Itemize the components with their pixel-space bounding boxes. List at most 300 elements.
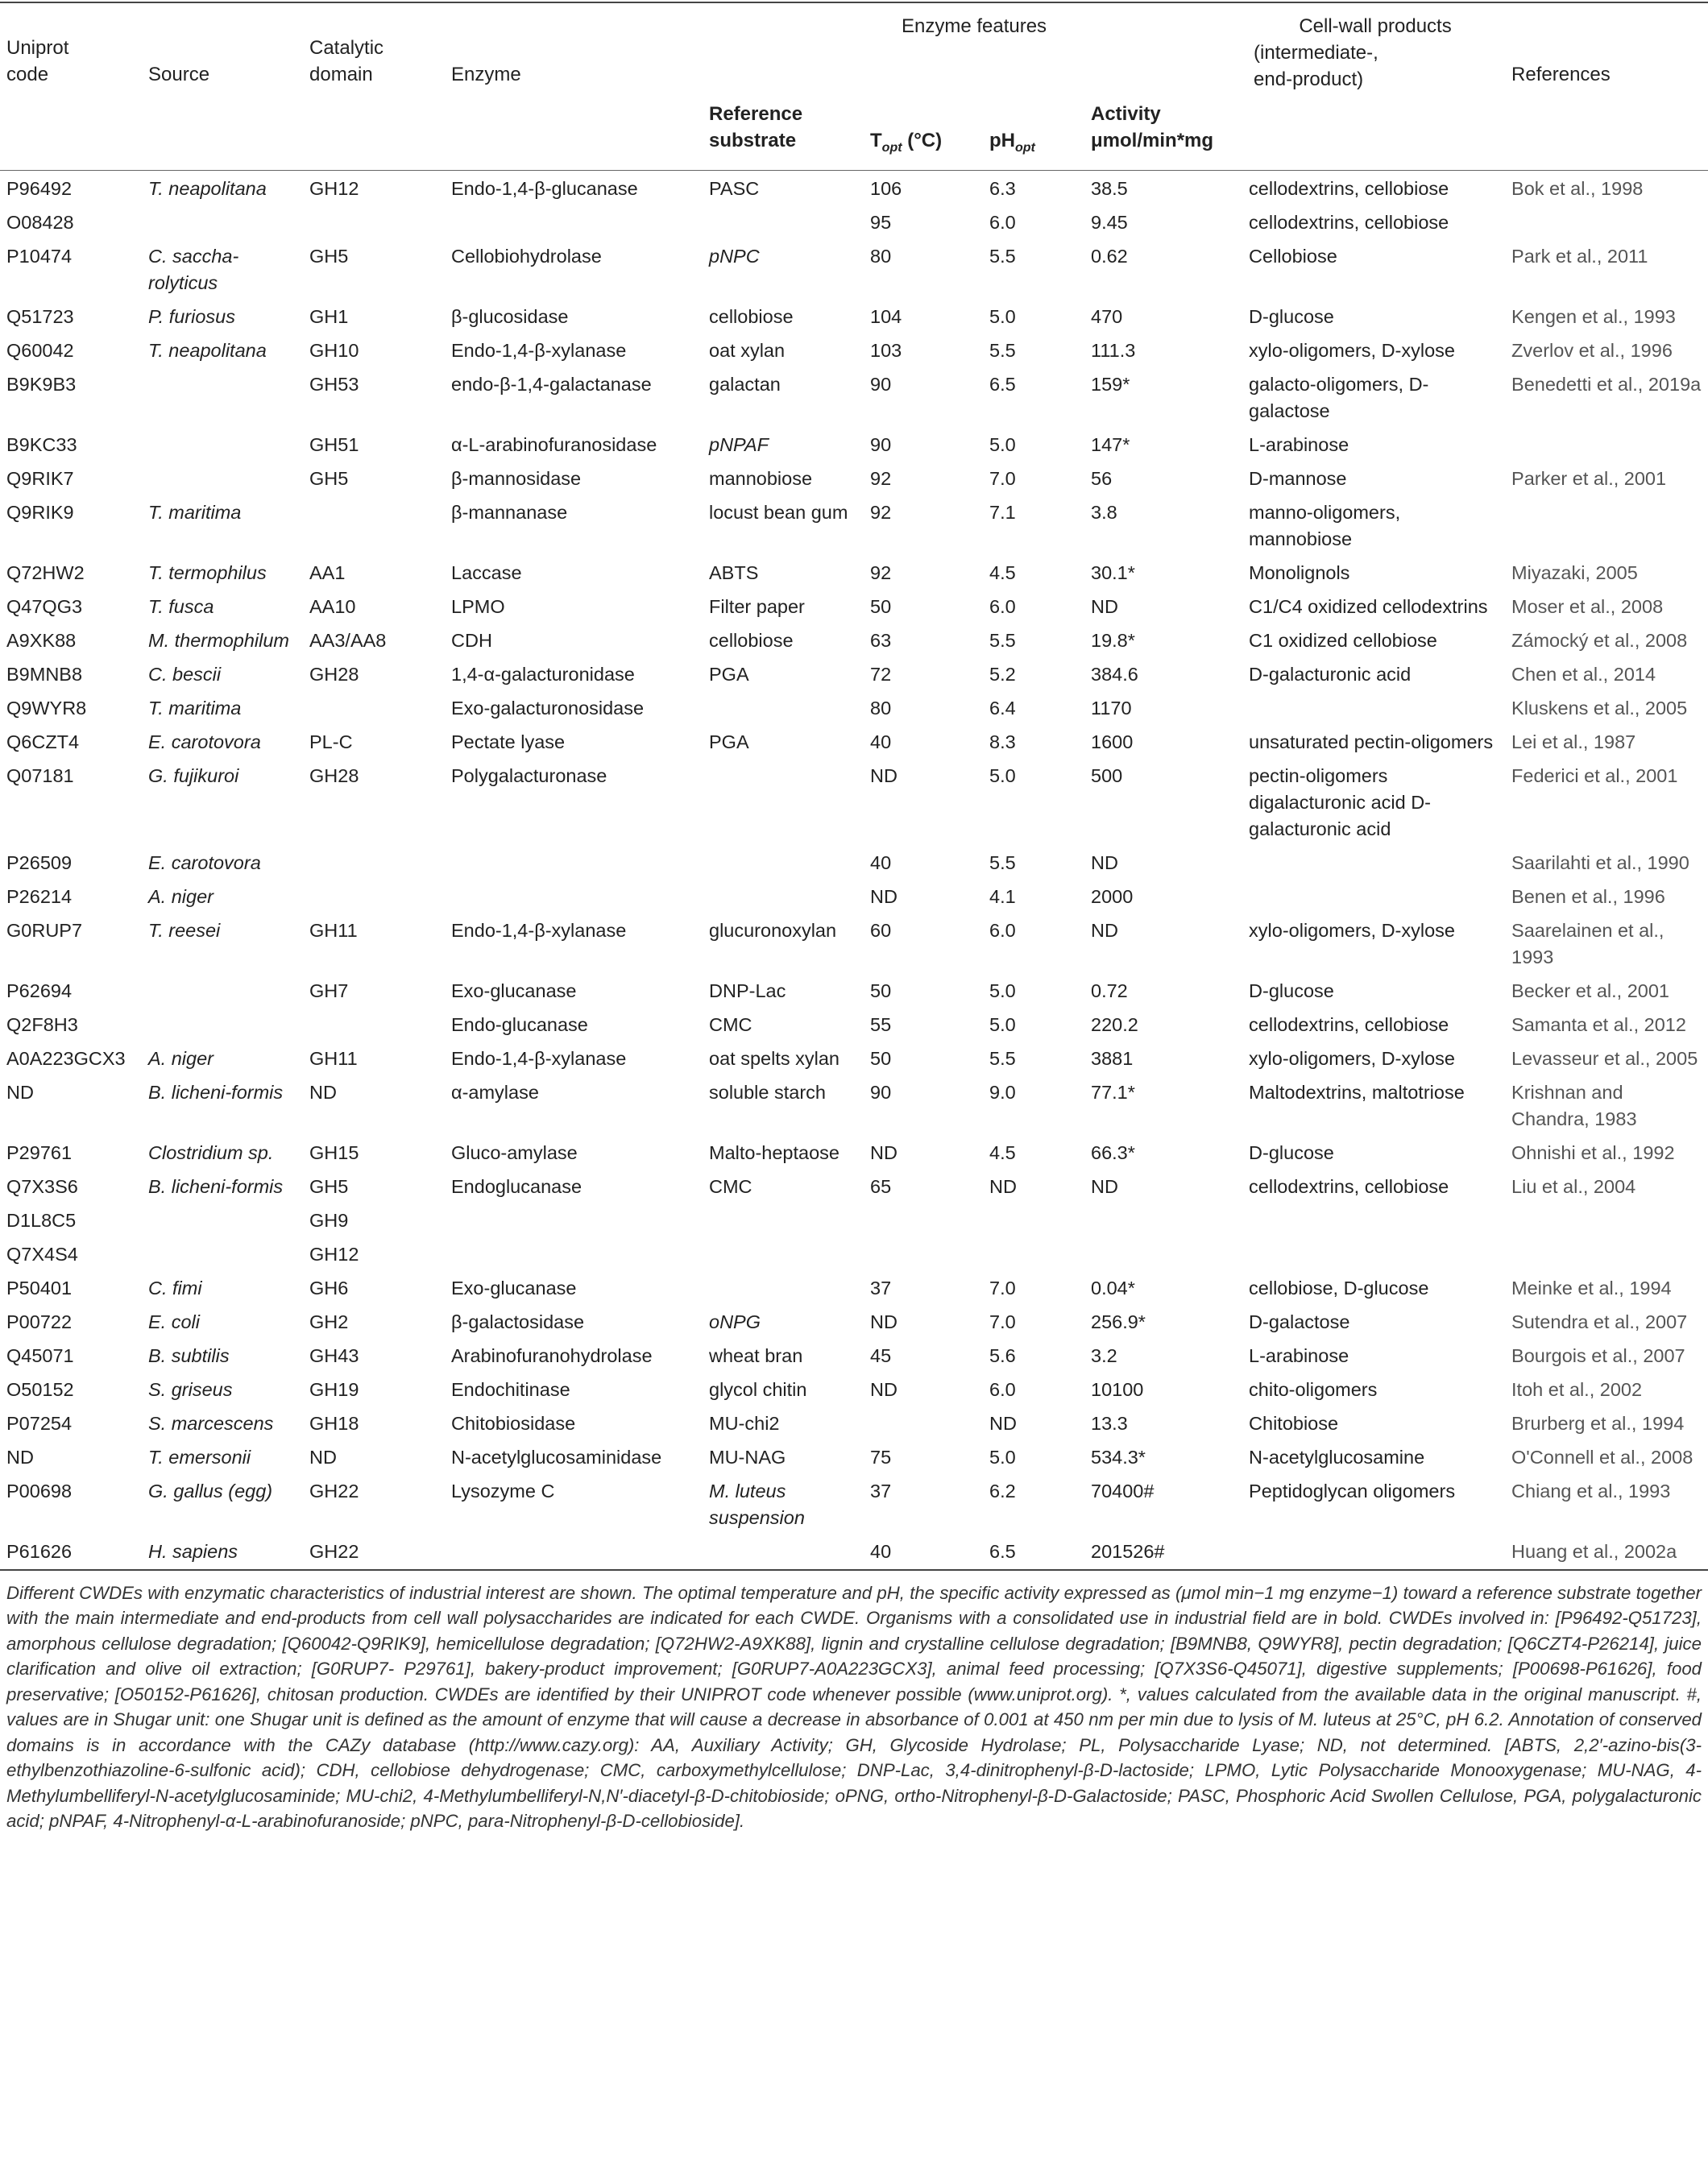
cell-products: chito-oligomers xyxy=(1249,1378,1378,1400)
cell-source: C. fimi xyxy=(148,1277,202,1299)
cell-topt: ND xyxy=(870,885,898,907)
cell-catalytic-domain: GH22 xyxy=(309,1540,359,1562)
cell-catalytic-domain: GH9 xyxy=(309,1209,349,1231)
cell-activity: 256.9* xyxy=(1091,1311,1146,1332)
cell-ph-opt: 5.5 xyxy=(989,1047,1016,1069)
cell-reference-substrate xyxy=(703,758,864,845)
cell-source xyxy=(142,367,303,427)
cell-source: C. bescii xyxy=(148,663,222,685)
cell-reference: Moser et al., 2008 xyxy=(1511,595,1664,617)
cell-catalytic-domain: GH10 xyxy=(309,339,359,361)
cell-ph-opt: 5.5 xyxy=(989,245,1016,267)
cell-enzyme xyxy=(445,845,703,879)
cell-uniprot-code: P00698 xyxy=(6,1480,73,1501)
cell-source: T. emersonii xyxy=(148,1446,251,1468)
cell-ph-opt: 6.2 xyxy=(989,1480,1016,1501)
cell-reference: O'Connell et al., 2008 xyxy=(1511,1446,1693,1468)
cell-topt: 40 xyxy=(870,731,892,752)
cell-activity: 77.1* xyxy=(1091,1081,1135,1103)
cell-reference-substrate xyxy=(703,690,864,724)
cell-topt: ND xyxy=(870,1311,898,1332)
cell-ph-opt: 6.0 xyxy=(989,919,1016,941)
cell-activity: 2000 xyxy=(1091,885,1134,907)
cell-activity: 70400# xyxy=(1091,1480,1155,1501)
cell-activity: 534.3* xyxy=(1091,1446,1146,1468)
cell-ph-opt: 6.0 xyxy=(989,211,1016,233)
cell-activity: 147* xyxy=(1091,433,1130,455)
cell-catalytic-domain: GH5 xyxy=(309,245,349,267)
cell-activity: 9.45 xyxy=(1091,211,1128,233)
cell-products: xylo-oligomers, D-xylose xyxy=(1249,339,1455,361)
cell-topt: 50 xyxy=(870,980,892,1001)
cell-reference-substrate: ABTS xyxy=(709,561,759,583)
cell-catalytic-domain: GH6 xyxy=(309,1277,349,1299)
cell-activity: 19.8* xyxy=(1091,629,1135,651)
cell-uniprot-code: P61626 xyxy=(6,1540,73,1562)
cell-reference-substrate: wheat bran xyxy=(709,1344,803,1366)
cell-uniprot-code: P26214 xyxy=(6,885,73,907)
cell-topt: 60 xyxy=(870,919,892,941)
cell-products xyxy=(1242,879,1505,913)
cell-reference xyxy=(1505,1236,1708,1270)
cell-topt: 80 xyxy=(870,245,892,267)
cell-reference-substrate: pNPAF xyxy=(709,433,769,455)
cell-reference-substrate: oat xylan xyxy=(709,339,786,361)
cell-topt: 104 xyxy=(870,305,902,327)
cell-enzyme: Endo-1,4-β-xylanase xyxy=(451,339,627,361)
cell-enzyme: β-galactosidase xyxy=(451,1311,585,1332)
table-row xyxy=(0,1304,1708,1338)
cell-catalytic-domain: GH28 xyxy=(309,663,359,685)
cell-source: E. carotovora xyxy=(148,731,261,752)
cell-enzyme: β-mannanase xyxy=(451,501,568,523)
cell-reference-substrate xyxy=(703,205,864,238)
cell-activity: 111.3 xyxy=(1091,339,1136,361)
cell-reference-substrate: cellobiose xyxy=(709,629,794,651)
cell-source: Clostridium sp. xyxy=(148,1141,274,1163)
cell-topt: ND xyxy=(870,764,898,786)
cell-source: B. licheni-formis xyxy=(148,1081,284,1103)
cell-source: M. thermophilum xyxy=(148,629,289,651)
cell-enzyme: Endo-1,4-β-glucanase xyxy=(451,177,638,199)
cell-catalytic-domain: ND xyxy=(309,1081,337,1103)
cell-topt: 50 xyxy=(870,595,892,617)
cell-catalytic-domain: GH5 xyxy=(309,1175,349,1197)
cell-topt: 50 xyxy=(870,1047,892,1069)
cell-catalytic-domain xyxy=(303,879,445,913)
cell-topt: 90 xyxy=(870,373,892,395)
cell-reference: Liu et al., 2004 xyxy=(1511,1175,1636,1197)
cell-products: Chitobiose xyxy=(1249,1412,1339,1434)
cell-products: cellodextrins, cellobiose xyxy=(1249,177,1449,199)
cell-products: xylo-oligomers, D-xylose xyxy=(1249,919,1455,941)
cell-ph-opt: 6.5 xyxy=(989,373,1016,395)
cell-products: unsaturated pectin-oligomers xyxy=(1249,731,1494,752)
cell-reference: Meinke et al., 1994 xyxy=(1511,1277,1672,1299)
cell-catalytic-domain: AA3/AA8 xyxy=(309,629,387,651)
cell-activity: 3.8 xyxy=(1091,501,1117,523)
cell-enzyme: Exo-galacturonosidase xyxy=(451,697,645,719)
cell-reference-substrate: cellobiose xyxy=(709,305,794,327)
cell-reference: Sutendra et al., 2007 xyxy=(1511,1311,1688,1332)
cell-uniprot-code: A9XK88 xyxy=(6,629,77,651)
cell-source xyxy=(142,1236,303,1270)
table-row xyxy=(0,724,1708,758)
cell-uniprot-code: Q07181 xyxy=(6,764,74,786)
table-row xyxy=(0,1473,1708,1534)
col-cell-wall-products xyxy=(1242,11,1505,93)
cell-activity: 384.6 xyxy=(1091,663,1138,685)
table-row xyxy=(0,690,1708,724)
cell-activity: 159* xyxy=(1091,373,1130,395)
cell-source xyxy=(142,1007,303,1041)
products-header-line1: Cell-wall products xyxy=(1299,15,1452,37)
cell-catalytic-domain: GH2 xyxy=(309,1311,349,1332)
table-row xyxy=(0,1236,1708,1270)
table-row xyxy=(0,555,1708,589)
caption-text: Different CWDEs with enzymatic characteristics of industrial interest are shown. The optimal temperature and pH, the specific activity expressed as (μmol min−1 mg enzyme−1) toward a reference substrate together with the main intermediate and end-products from cell wall polysaccharides are indicated for each CWDE. Organisms with a consolidated use in industrial field are in bold. CWDEs involved in: [P96492-Q51723], amorphous cellulose degradation; [Q60042-Q9RIK9], hemicellulose degradation; [Q72HW2-A9XK88], lignin and crystalline cellulose degradation; [B9MNB8, Q9WYR8], pectin degradation; [Q6CZT4-P26214], juice clarification and olive oil extraction; [G0RUP7- P29761], bakery-product improvement; [G0RUP7-A0A223GCX3], animal feed processing; [Q7X3S6-Q45071], digestive supplements; [P00698-P61626], food preservative; [O50152-P61626], chitosan production. CWDEs are identified by their UNIPROT code whenever possible (www.uniprot.org). *, values calculated from the available data in the original manuscript. #, values are in Shugar unit: one Shugar unit is defined as the amount of enzyme that will cause a decrease in absorbance of 0.001 at 450 nm per min due to lysis of M. luteus at 25°C, pH 6.2. Annotation of conserved domains is in accordance with the CAZy database (http://www.cazy.org): AA, Auxiliary Activity; GH, Glycoside Hydrolase; PL, Polysaccharide Lyase; ND, not determined. [ABTS, 2,2′-azino-bis(3- ethylbenzothiazoline-6-sulfonic acid); CDH, cellobiose dehydrogenase; CMC, carboxymethylcellulose; DNP-Lac, 3,4-dinitrophenyl-β-D-lactoside; LPMO, Lytic Polysaccharide Monooxygenase; MU-NAG, 4-Methylumbelliferyl-N-acetylglucosaminide; MU-chi2, 4-Methylumbelliferyl-N,N′-diacetyl-β-D-chitobioside; oPNG, ortho-Nitrophenyl-β-D-Galactoside; PASC, Phosphoric Acid Swollen Cellulose, PGA, polygalacturonic acid; pNPAF, 4-Nitrophenyl-α-L-arabinofuranoside; pNPC, para-Nitrophenyl-β-D-cellobioside]. xyxy=(6,1582,1702,1832)
cell-ph-opt: 5.0 xyxy=(989,305,1016,327)
cell-uniprot-code: Q7X4S4 xyxy=(6,1243,78,1265)
cell-reference: Lei et al., 1987 xyxy=(1511,731,1636,752)
col-uniprot: Uniprot code xyxy=(6,37,69,85)
cell-activity: 3881 xyxy=(1091,1047,1134,1069)
cell-topt: 80 xyxy=(870,697,892,719)
cell-ph-opt: 6.0 xyxy=(989,595,1016,617)
cell-uniprot-code: P96492 xyxy=(6,177,73,199)
cell-reference-substrate xyxy=(703,845,864,879)
cell-reference: Park et al., 2011 xyxy=(1511,245,1648,267)
cell-ph-opt: 7.0 xyxy=(989,1277,1016,1299)
cell-catalytic-domain: GH28 xyxy=(309,764,359,786)
cell-reference: Parker et al., 2001 xyxy=(1511,467,1667,489)
cell-source xyxy=(142,973,303,1007)
cell-reference: Kluskens et al., 2005 xyxy=(1511,697,1688,719)
cell-uniprot-code: P00722 xyxy=(6,1311,73,1332)
cell-enzyme: β-glucosidase xyxy=(451,305,569,327)
cell-reference-substrate: MU-NAG xyxy=(709,1446,786,1468)
cell-enzyme: Exo-glucanase xyxy=(451,980,577,1001)
cell-source: G. fujikuroi xyxy=(148,764,239,786)
cell-topt: 75 xyxy=(870,1446,892,1468)
cell-source: H. sapiens xyxy=(148,1540,238,1562)
cell-ph-opt: 9.0 xyxy=(989,1081,1016,1103)
cell-enzyme xyxy=(445,879,703,913)
cell-activity: 56 xyxy=(1091,467,1113,489)
col-enzyme-features: Enzyme features xyxy=(901,15,1047,37)
cell-uniprot-code: A0A223GCX3 xyxy=(6,1047,126,1069)
cell-topt: 92 xyxy=(870,561,892,583)
cell-source xyxy=(142,427,303,461)
cell-products: L-arabinose xyxy=(1249,1344,1349,1366)
table-bottom-rule xyxy=(0,1569,1708,1571)
cell-products xyxy=(1242,845,1505,879)
cell-reference: Becker et al., 2001 xyxy=(1511,980,1669,1001)
cell-catalytic-domain: GH18 xyxy=(309,1412,359,1434)
cell-catalytic-domain xyxy=(303,205,445,238)
col-activity: Activity μmol/min*mg xyxy=(1091,103,1214,151)
cell-source: C. saccha-rolyticus xyxy=(148,245,239,293)
col-catalytic-domain: Catalytic domain xyxy=(309,37,384,85)
cell-uniprot-code: Q7X3S6 xyxy=(6,1175,78,1197)
cell-enzyme: α-L-arabinofuranosidase xyxy=(451,433,657,455)
cell-activity: ND xyxy=(1091,851,1118,873)
cell-ph-opt xyxy=(983,1236,1084,1270)
cell-reference-substrate xyxy=(703,1236,864,1270)
table-row xyxy=(0,1372,1708,1406)
cell-reference-substrate: PGA xyxy=(709,731,749,752)
cell-topt: ND xyxy=(870,1378,898,1400)
cell-uniprot-code: B9MNB8 xyxy=(6,663,83,685)
table-row xyxy=(0,1169,1708,1203)
cell-enzyme: Gluco-amylase xyxy=(451,1141,578,1163)
cell-enzyme: endo-β-1,4-galactanase xyxy=(451,373,652,395)
cell-uniprot-code: ND xyxy=(6,1081,34,1103)
cell-reference: Benen et al., 1996 xyxy=(1511,885,1665,907)
table-row xyxy=(0,973,1708,1007)
cell-reference: Federici et al., 2001 xyxy=(1511,764,1678,786)
table-row xyxy=(0,495,1708,555)
cell-uniprot-code: Q60042 xyxy=(6,339,74,361)
cell-enzyme: β-mannosidase xyxy=(451,467,582,489)
cell-activity: ND xyxy=(1091,595,1118,617)
cell-catalytic-domain: GH53 xyxy=(309,373,359,395)
cell-reference: Miyazaki, 2005 xyxy=(1511,561,1638,583)
cell-enzyme: Endo-glucanase xyxy=(451,1013,588,1035)
cell-reference: Levasseur et al., 2005 xyxy=(1511,1047,1698,1069)
cell-activity: ND xyxy=(1091,919,1118,941)
cell-uniprot-code: G0RUP7 xyxy=(6,919,83,941)
table-row xyxy=(0,1270,1708,1304)
cell-reference-substrate: PGA xyxy=(709,663,749,685)
cell-ph-opt: 7.0 xyxy=(989,467,1016,489)
cell-reference: Samanta et al., 2012 xyxy=(1511,1013,1686,1035)
cell-activity: 3.2 xyxy=(1091,1344,1117,1366)
cell-products: manno-oligomers, mannobiose xyxy=(1249,501,1401,549)
cell-ph-opt: ND xyxy=(989,1175,1017,1197)
cell-ph-opt: 4.1 xyxy=(989,885,1016,907)
cell-reference-substrate: MU-chi2 xyxy=(709,1412,780,1434)
cell-reference xyxy=(1505,495,1708,555)
cell-enzyme: Lysozyme C xyxy=(451,1480,555,1501)
cell-reference: Benedetti et al., 2019a xyxy=(1511,373,1702,395)
cell-enzyme: Exo-glucanase xyxy=(451,1277,577,1299)
cell-source: S. griseus xyxy=(148,1378,233,1400)
header-row-1 xyxy=(0,11,1708,93)
cell-reference-substrate: pNPC xyxy=(709,245,760,267)
cell-reference: Zverlov et al., 1996 xyxy=(1511,339,1673,361)
cell-ph-opt: 7.1 xyxy=(989,501,1016,523)
cell-reference-substrate xyxy=(703,1270,864,1304)
cell-uniprot-code: P29761 xyxy=(6,1141,73,1163)
table-row xyxy=(0,1406,1708,1439)
cell-reference-substrate: PASC xyxy=(709,177,760,199)
header-row-2 xyxy=(0,93,1708,171)
cell-topt: 63 xyxy=(870,629,892,651)
table-row xyxy=(0,1338,1708,1372)
cell-topt: 90 xyxy=(870,433,892,455)
cell-catalytic-domain: GH19 xyxy=(309,1378,359,1400)
table-row xyxy=(0,1439,1708,1473)
cell-uniprot-code: O08428 xyxy=(6,211,74,233)
products-header-line3: end-product) xyxy=(1254,68,1364,90)
cell-products: pectin-oligomers digalacturonic acid D-galacturonic acid xyxy=(1249,764,1432,839)
cell-catalytic-domain: GH11 xyxy=(309,919,358,941)
cell-source: T. reesei xyxy=(148,919,221,941)
cell-source: A. niger xyxy=(148,885,214,907)
cell-catalytic-domain xyxy=(303,495,445,555)
table-row xyxy=(0,205,1708,238)
cell-topt xyxy=(864,1236,983,1270)
cell-products: Peptidoglycan oligomers xyxy=(1249,1480,1456,1501)
top-rule xyxy=(0,2,1708,3)
table-row xyxy=(0,589,1708,623)
table-row xyxy=(0,1007,1708,1041)
table-row xyxy=(0,623,1708,657)
cell-reference: Chen et al., 2014 xyxy=(1511,663,1656,685)
table-row xyxy=(0,1534,1708,1568)
cell-activity xyxy=(1084,1203,1242,1236)
cell-catalytic-domain: GH12 xyxy=(309,1243,359,1265)
cell-products: Cellobiose xyxy=(1249,245,1337,267)
cell-products: D-galacturonic acid xyxy=(1249,663,1412,685)
cell-source: A. niger xyxy=(148,1047,214,1069)
cell-activity: 10100 xyxy=(1091,1378,1144,1400)
cell-source: B. subtilis xyxy=(148,1344,230,1366)
table-row xyxy=(0,299,1708,333)
cell-ph-opt: 5.0 xyxy=(989,1013,1016,1035)
cell-reference-substrate: glycol chitin xyxy=(709,1378,807,1400)
cell-source: E. coli xyxy=(148,1311,200,1332)
cell-activity: 1170 xyxy=(1091,697,1132,719)
cell-uniprot-code: Q9WYR8 xyxy=(6,697,87,719)
cell-uniprot-code: Q51723 xyxy=(6,305,74,327)
cell-reference: Zámocký et al., 2008 xyxy=(1511,629,1688,651)
cell-products: Monolignols xyxy=(1249,561,1350,583)
cell-products: galacto-oligomers, D-galactose xyxy=(1249,373,1429,421)
header-bottom-rule xyxy=(0,170,1708,171)
cell-catalytic-domain: PL-C xyxy=(309,731,353,752)
cell-activity: 13.3 xyxy=(1091,1412,1128,1434)
table-body xyxy=(0,171,1708,1568)
cell-uniprot-code: P10474 xyxy=(6,245,73,267)
cell-activity: 0.72 xyxy=(1091,980,1128,1001)
cell-uniprot-code: ND xyxy=(6,1446,34,1468)
cell-reference: Bourgois et al., 2007 xyxy=(1511,1344,1685,1366)
cell-reference-substrate: CMC xyxy=(709,1175,752,1197)
cell-uniprot-code: P50401 xyxy=(6,1277,73,1299)
table-row xyxy=(0,427,1708,461)
cell-reference xyxy=(1505,427,1708,461)
cell-reference-substrate: soluble starch xyxy=(709,1081,826,1103)
cell-products xyxy=(1242,1534,1505,1568)
cell-reference-substrate: M. luteus suspension xyxy=(709,1480,805,1528)
cell-uniprot-code: P26509 xyxy=(6,851,73,873)
cell-reference-substrate: oNPG xyxy=(709,1311,761,1332)
cell-topt: 92 xyxy=(870,501,892,523)
cell-ph-opt: 4.5 xyxy=(989,561,1016,583)
cell-products: D-glucose xyxy=(1249,980,1334,1001)
cell-reference-substrate: Filter paper xyxy=(709,595,805,617)
cell-reference: Huang et al., 2002a xyxy=(1511,1540,1677,1562)
cell-ph-opt: 5.0 xyxy=(989,980,1016,1001)
cell-ph-opt: 8.3 xyxy=(989,731,1016,752)
cell-enzyme: Polygalacturonase xyxy=(451,764,607,786)
cell-ph-opt: 5.2 xyxy=(989,663,1016,685)
cell-catalytic-domain: AA10 xyxy=(309,595,356,617)
cell-products: L-arabinose xyxy=(1249,433,1349,455)
col-references: References xyxy=(1511,64,1611,85)
cell-products xyxy=(1242,1236,1505,1270)
cell-reference: Saarelainen et al., 1993 xyxy=(1511,919,1664,967)
cell-topt: 90 xyxy=(870,1081,892,1103)
cell-source: T. fusca xyxy=(148,595,214,617)
cell-catalytic-domain: GH43 xyxy=(309,1344,359,1366)
cell-enzyme: Endoglucanase xyxy=(451,1175,582,1197)
cell-ph-opt: ND xyxy=(989,1412,1017,1434)
cell-catalytic-domain: GH15 xyxy=(309,1141,359,1163)
cell-uniprot-code: Q47QG3 xyxy=(6,595,83,617)
cell-ph-opt: 5.5 xyxy=(989,629,1016,651)
cell-ph-opt: 5.5 xyxy=(989,339,1016,361)
cell-topt: 92 xyxy=(870,467,892,489)
cell-products: cellodextrins, cellobiose xyxy=(1249,1175,1449,1197)
cell-reference-substrate: CMC xyxy=(709,1013,752,1035)
cell-products xyxy=(1242,690,1505,724)
cell-uniprot-code: B9KC33 xyxy=(6,433,77,455)
cell-enzyme xyxy=(445,1534,703,1568)
cell-source: G. gallus (egg) xyxy=(148,1480,273,1501)
cell-catalytic-domain xyxy=(303,845,445,879)
cell-reference: Bok et al., 1998 xyxy=(1511,177,1644,199)
cell-ph-opt: 5.0 xyxy=(989,764,1016,786)
cell-activity: 30.1* xyxy=(1091,561,1135,583)
cell-reference xyxy=(1505,1203,1708,1236)
col-ph-opt: $pH_{opt}$ xyxy=(989,130,1035,155)
cell-topt: 72 xyxy=(870,663,892,685)
col-enzyme: Enzyme xyxy=(451,64,521,85)
cell-topt xyxy=(864,1203,983,1236)
cell-products: Maltodextrins, maltotriose xyxy=(1249,1081,1465,1103)
cell-ph-opt: 5.0 xyxy=(989,433,1016,455)
cell-products: xylo-oligomers, D-xylose xyxy=(1249,1047,1455,1069)
cell-products xyxy=(1242,1203,1505,1236)
cell-products: D-mannose xyxy=(1249,467,1347,489)
cell-uniprot-code: P62694 xyxy=(6,980,73,1001)
cell-activity: 38.5 xyxy=(1091,177,1128,199)
cell-ph-opt: 5.0 xyxy=(989,1446,1016,1468)
table-row xyxy=(0,367,1708,427)
cell-reference: Krishnan and Chandra, 1983 xyxy=(1511,1081,1637,1129)
cell-topt: 40 xyxy=(870,1540,892,1562)
cell-uniprot-code: O50152 xyxy=(6,1378,74,1400)
table-row xyxy=(0,758,1708,845)
cell-products: C1 oxidized cellobiose xyxy=(1249,629,1437,651)
cell-uniprot-code: D1L8C5 xyxy=(6,1209,77,1231)
cell-enzyme: Endochitinase xyxy=(451,1378,570,1400)
cell-reference-substrate: galactan xyxy=(709,373,781,395)
cell-reference-substrate xyxy=(703,1534,864,1568)
cell-products: cellobiose, D-glucose xyxy=(1249,1277,1429,1299)
cell-catalytic-domain: GH22 xyxy=(309,1480,359,1501)
cell-enzyme xyxy=(445,1236,703,1270)
cell-source: T. termophilus xyxy=(148,561,267,583)
cell-topt: 103 xyxy=(870,339,902,361)
cell-activity: 220.2 xyxy=(1091,1013,1138,1035)
table-row xyxy=(0,913,1708,973)
cell-enzyme: Arabinofuranohydrolase xyxy=(451,1344,653,1366)
cell-enzyme xyxy=(445,1203,703,1236)
